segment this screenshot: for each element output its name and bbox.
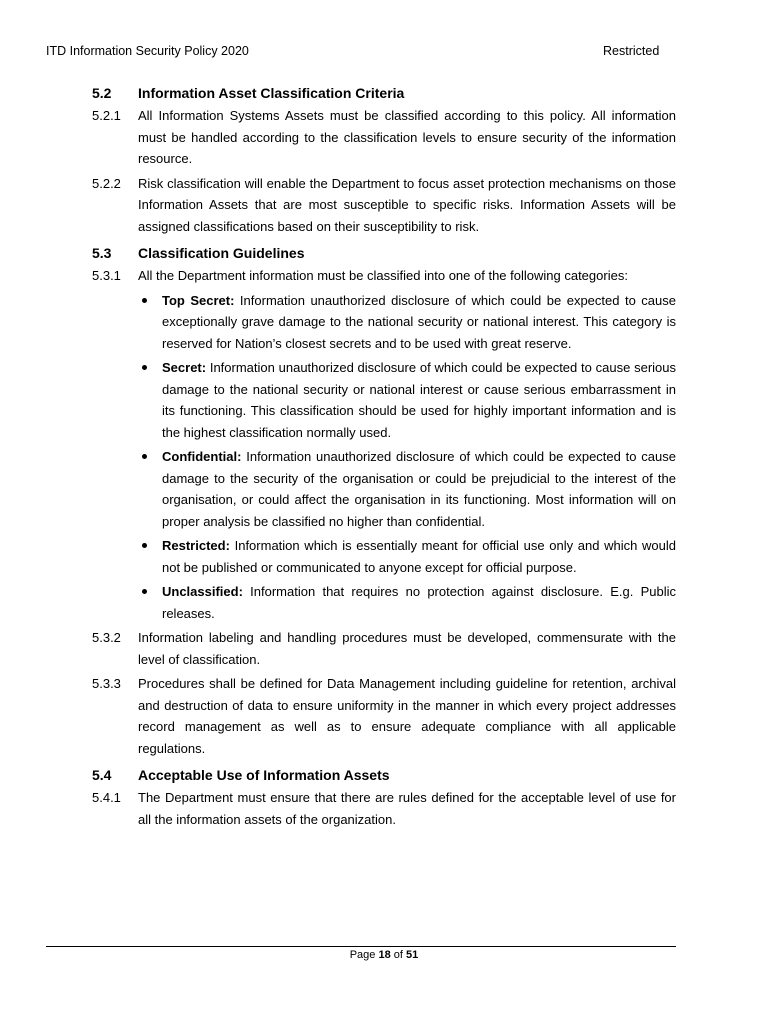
paragraph-text: Procedures shall be defined for Data Management including guideline for retention, archival and destruction of data to ensure uniformity in the manner in which every project addresses record management as well as to ensure adequate compliance with all applicable regulations.	[138, 676, 676, 756]
bullet-icon	[142, 589, 147, 594]
paragraph-text: All Information Systems Assets must be classified according to this policy. All information must be handled according to the classification levels to ensure security of the information resource.	[138, 108, 676, 166]
header-title: ITD Information Security Policy 2020	[46, 44, 249, 58]
paragraph-number: 5.4.1	[92, 790, 121, 805]
bullet-icon	[142, 454, 147, 459]
paragraph-text: Risk classification will enable the Department to focus asset protection mechanisms on those Information Assets that are most susceptible to specific risks. Information Assets will be assigned classifications based on their susceptibility to risk.	[138, 175, 676, 234]
section-number: 5.3	[92, 245, 112, 261]
section-title: Acceptable Use of Information Assets	[138, 767, 390, 783]
paragraph-number: 5.3.3	[92, 676, 121, 691]
paragraph-5-2-2	[92, 173, 676, 238]
section-heading-5-4	[92, 767, 676, 783]
bullet-text: Information that requires no protection against disclosure. E.g. Public releases.	[162, 584, 676, 621]
bullet-term: Restricted:	[162, 538, 230, 553]
paragraph-text: The Department must ensure that there are rules defined for the acceptable level of use for all the information assets of the organization.	[138, 790, 676, 827]
section-number: 5.2	[92, 85, 112, 101]
of-label: of	[393, 949, 403, 961]
header-classification: Restricted	[603, 44, 660, 58]
paragraph-number: 5.3.1	[92, 268, 121, 283]
bullet-icon	[142, 298, 147, 303]
paragraph-number: 5.3.2	[92, 630, 121, 645]
paragraph-text: Information labeling and handling procedures must be developed, commensurate with the level of classification.	[138, 630, 676, 667]
paragraph-number: 5.2.1	[92, 108, 121, 123]
paragraph-5-2-1	[92, 105, 676, 170]
paragraph-number: 5.2.2	[92, 175, 121, 191]
list-item	[138, 290, 676, 355]
page-label: Page	[349, 949, 376, 961]
section-title: Classification Guidelines	[138, 245, 305, 261]
footer-divider	[46, 946, 676, 947]
document-body	[92, 85, 676, 833]
section-heading-5-2	[92, 85, 676, 101]
page-total: 51	[406, 949, 419, 961]
bullet-term: Unclassified:	[162, 584, 243, 599]
bullet-icon	[142, 365, 147, 370]
bullet-text: Information unauthorized disclosure of which could be expected to cause exceptionally grave damage to the national security or national interest. This category is reserved for Nation’s closest secrets and to be used with great reserve.	[162, 292, 676, 351]
section-heading-5-3	[92, 245, 676, 261]
list-item	[138, 357, 676, 443]
paragraph-5-3-1	[92, 265, 676, 287]
list-item	[138, 446, 676, 532]
bullet-term: Secret:	[162, 360, 207, 375]
section-title: Information Asset Classification Criteria	[138, 85, 405, 101]
list-item	[138, 581, 676, 624]
bullet-text: Information unauthorized disclosure of which could be expected to cause serious damage to the national security or national interest or cause serious embarrassment in its functioning. This classification should be used for highly important information and is the highest classification normally used.	[162, 360, 676, 440]
bullet-term: Confidential:	[162, 449, 242, 464]
paragraph-5-3-2	[92, 627, 676, 670]
paragraph-text: All the Department information must be classified into one of the following categories:	[138, 268, 628, 283]
bullet-icon	[142, 543, 147, 548]
paragraph-5-4-1	[92, 787, 676, 830]
list-item	[138, 535, 676, 578]
bullet-text: Information unauthorized disclosure of which could be expected to cause damage to the security of the organisation or could be prejudicial to the interest of the organisation, or could affect the organisation in its functioning. Most information will on proper analysis be classified no higher than confidential.	[162, 449, 676, 529]
page-number: 18	[378, 949, 391, 961]
bullet-text: Information which is essentially meant for official use only and which would not be published or communicated to anyone except for official purpose.	[162, 538, 676, 575]
page-footer	[0, 949, 768, 961]
classification-list	[92, 290, 676, 625]
section-number: 5.4	[92, 767, 112, 783]
bullet-term: Top Secret:	[162, 292, 235, 308]
paragraph-5-3-3	[92, 673, 676, 759]
